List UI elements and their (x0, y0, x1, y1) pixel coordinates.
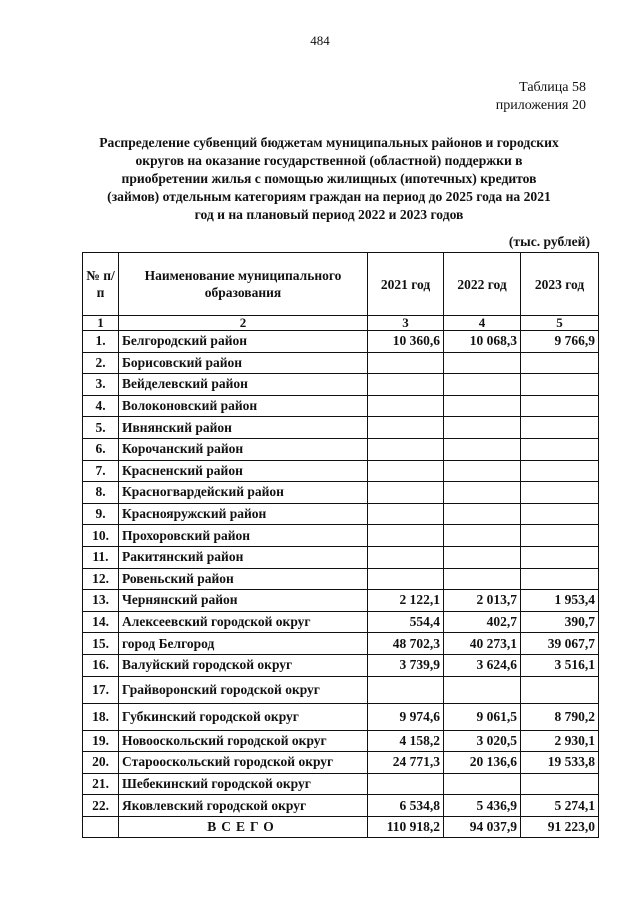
value-2022 (444, 417, 521, 439)
header-2023: 2023 год (521, 253, 599, 316)
row-number: 22. (83, 795, 119, 817)
value-2023 (521, 568, 599, 590)
table-row (83, 773, 599, 795)
column-index: 3 (368, 316, 444, 331)
row-number: 19. (83, 730, 119, 752)
municipality-name: город Белгород (119, 633, 368, 655)
row-number: 4. (83, 395, 119, 417)
table-row (83, 568, 599, 590)
document-title (64, 134, 594, 224)
value-2021 (368, 417, 444, 439)
value-2022 (444, 503, 521, 525)
value-2023 (521, 395, 599, 417)
title-line: (займов) отдельным категориям граждан на период до 2025 года на 2021 (107, 189, 551, 204)
table-row (83, 633, 599, 655)
value-2023 (521, 482, 599, 504)
row-number: 15. (83, 633, 119, 655)
municipality-name: Корочанский район (119, 438, 368, 460)
table-row (83, 703, 599, 730)
table-row (83, 331, 599, 353)
value-2021: 4 158,2 (368, 730, 444, 752)
page-number: 484 (310, 33, 330, 48)
row-number: 3. (83, 374, 119, 396)
row-number: 5. (83, 417, 119, 439)
value-2022: 10 068,3 (444, 331, 521, 353)
value-2022 (444, 546, 521, 568)
value-2023: 19 533,8 (521, 752, 599, 774)
header-2022: 2022 год (444, 253, 521, 316)
value-2023: 9 766,9 (521, 331, 599, 353)
title-line: приобретении жилья с помощью жилищных (ипотечных) кредитов (121, 171, 537, 186)
value-2021 (368, 773, 444, 795)
total-2022: 94 037,9 (444, 816, 521, 838)
value-2023 (521, 460, 599, 482)
municipality-name: Чернянский район (119, 590, 368, 612)
value-2021 (368, 374, 444, 396)
table-row (83, 730, 599, 752)
value-2022: 402,7 (444, 611, 521, 633)
row-number: 16. (83, 654, 119, 676)
value-2021: 9 974,6 (368, 703, 444, 730)
units-label: (тыс. рублей) (508, 234, 590, 249)
table-body (83, 331, 599, 817)
table-row (83, 590, 599, 612)
total-row (83, 816, 599, 838)
table-row (83, 460, 599, 482)
municipality-name: Яковлевский городской округ (119, 795, 368, 817)
value-2022 (444, 352, 521, 374)
row-number: 7. (83, 460, 119, 482)
value-2021 (368, 525, 444, 547)
value-2022: 3 020,5 (444, 730, 521, 752)
value-2022 (444, 568, 521, 590)
row-number: 2. (83, 352, 119, 374)
header-number: № п/п (83, 253, 119, 316)
value-2022 (444, 395, 521, 417)
value-2021 (368, 438, 444, 460)
row-number: 9. (83, 503, 119, 525)
value-2022: 5 436,9 (444, 795, 521, 817)
municipality-name: Ракитянский район (119, 546, 368, 568)
row-number: 18. (83, 703, 119, 730)
header-name: Наименование муниципального образования (119, 253, 368, 316)
table-row (83, 654, 599, 676)
value-2023: 390,7 (521, 611, 599, 633)
value-2022: 9 061,5 (444, 703, 521, 730)
value-2023 (521, 503, 599, 525)
value-2021 (368, 676, 444, 703)
value-2023 (521, 676, 599, 703)
row-number: 21. (83, 773, 119, 795)
total-2021: 110 918,2 (368, 816, 444, 838)
municipality-name: Красногвардейский район (119, 482, 368, 504)
value-2022: 2 013,7 (444, 590, 521, 612)
value-2021: 6 534,8 (368, 795, 444, 817)
title-line: Распределение субвенций бюджетам муниципальных районов и городских (99, 135, 559, 150)
value-2023: 39 067,7 (521, 633, 599, 655)
table-row (83, 525, 599, 547)
table-row (83, 417, 599, 439)
municipality-name: Белгородский район (119, 331, 368, 353)
value-2022 (444, 525, 521, 547)
subventions-table (82, 252, 599, 838)
table-row (83, 482, 599, 504)
value-2021 (368, 503, 444, 525)
table-reference (496, 79, 586, 115)
row-number: 13. (83, 590, 119, 612)
value-2022: 40 273,1 (444, 633, 521, 655)
municipality-name: Шебекинский городской округ (119, 773, 368, 795)
value-2023 (521, 525, 599, 547)
value-2021 (368, 546, 444, 568)
row-number: 1. (83, 331, 119, 353)
value-2022: 3 624,6 (444, 654, 521, 676)
value-2023: 1 953,4 (521, 590, 599, 612)
appendix-reference-line: приложения 20 (495, 98, 586, 113)
value-2021: 48 702,3 (368, 633, 444, 655)
value-2023 (521, 374, 599, 396)
value-2021: 3 739,9 (368, 654, 444, 676)
title-line: округов на оказание государственной (областной) поддержки в (135, 153, 523, 168)
value-2022 (444, 773, 521, 795)
row-number: 6. (83, 438, 119, 460)
value-2023: 2 930,1 (521, 730, 599, 752)
municipality-name: Валуйский городской округ (119, 654, 368, 676)
value-2022 (444, 676, 521, 703)
row-number: 11. (83, 546, 119, 568)
table-reference-line: Таблица 58 (519, 80, 586, 95)
municipality-name: Новооскольский городской округ (119, 730, 368, 752)
column-index: 2 (119, 316, 368, 331)
value-2021: 10 360,6 (368, 331, 444, 353)
title-line: год и на плановый период 2022 и 2023 годов (194, 207, 464, 222)
column-index: 4 (444, 316, 521, 331)
value-2023: 3 516,1 (521, 654, 599, 676)
value-2021 (368, 568, 444, 590)
table-row (83, 611, 599, 633)
value-2022 (444, 374, 521, 396)
value-2022: 20 136,6 (444, 752, 521, 774)
table-row (83, 676, 599, 703)
table-row (83, 546, 599, 568)
municipality-name: Краснояружский район (119, 503, 368, 525)
value-2023 (521, 773, 599, 795)
table-row (83, 438, 599, 460)
value-2022 (444, 482, 521, 504)
value-2023 (521, 352, 599, 374)
value-2021 (368, 460, 444, 482)
value-2021: 554,4 (368, 611, 444, 633)
table-header-row (83, 253, 599, 316)
row-number: 14. (83, 611, 119, 633)
value-2021 (368, 352, 444, 374)
table-row (83, 503, 599, 525)
municipality-name: Ровеньский район (119, 568, 368, 590)
column-index: 1 (83, 316, 119, 331)
municipality-name: Волоконовский район (119, 395, 368, 417)
header-2021: 2021 год (368, 253, 444, 316)
value-2023 (521, 417, 599, 439)
value-2022 (444, 438, 521, 460)
table-row (83, 374, 599, 396)
total-2023: 91 223,0 (521, 816, 599, 838)
municipality-name: Грайворонский городской округ (119, 676, 368, 703)
value-2023: 5 274,1 (521, 795, 599, 817)
row-number: 20. (83, 752, 119, 774)
municipality-name: Губкинский городской округ (119, 703, 368, 730)
table-row (83, 752, 599, 774)
value-2021 (368, 395, 444, 417)
value-2021: 24 771,3 (368, 752, 444, 774)
row-number: 10. (83, 525, 119, 547)
row-number: 12. (83, 568, 119, 590)
municipality-name: Прохоровский район (119, 525, 368, 547)
row-number: 17. (83, 676, 119, 703)
municipality-name: Алексеевский городской округ (119, 611, 368, 633)
row-number: 8. (83, 482, 119, 504)
value-2022 (444, 460, 521, 482)
total-label: ВСЕГО (119, 816, 368, 838)
municipality-name: Красненский район (119, 460, 368, 482)
column-index: 5 (521, 316, 599, 331)
municipality-name: Ивнянский район (119, 417, 368, 439)
table-row (83, 352, 599, 374)
municipality-name: Старооскольский городской округ (119, 752, 368, 774)
value-2021 (368, 482, 444, 504)
value-2021: 2 122,1 (368, 590, 444, 612)
column-index-row (83, 316, 599, 331)
total-number-cell (83, 816, 119, 838)
value-2023 (521, 438, 599, 460)
value-2023: 8 790,2 (521, 703, 599, 730)
table-row (83, 395, 599, 417)
value-2023 (521, 546, 599, 568)
table-row (83, 795, 599, 817)
municipality-name: Борисовский район (119, 352, 368, 374)
municipality-name: Вейделевский район (119, 374, 368, 396)
